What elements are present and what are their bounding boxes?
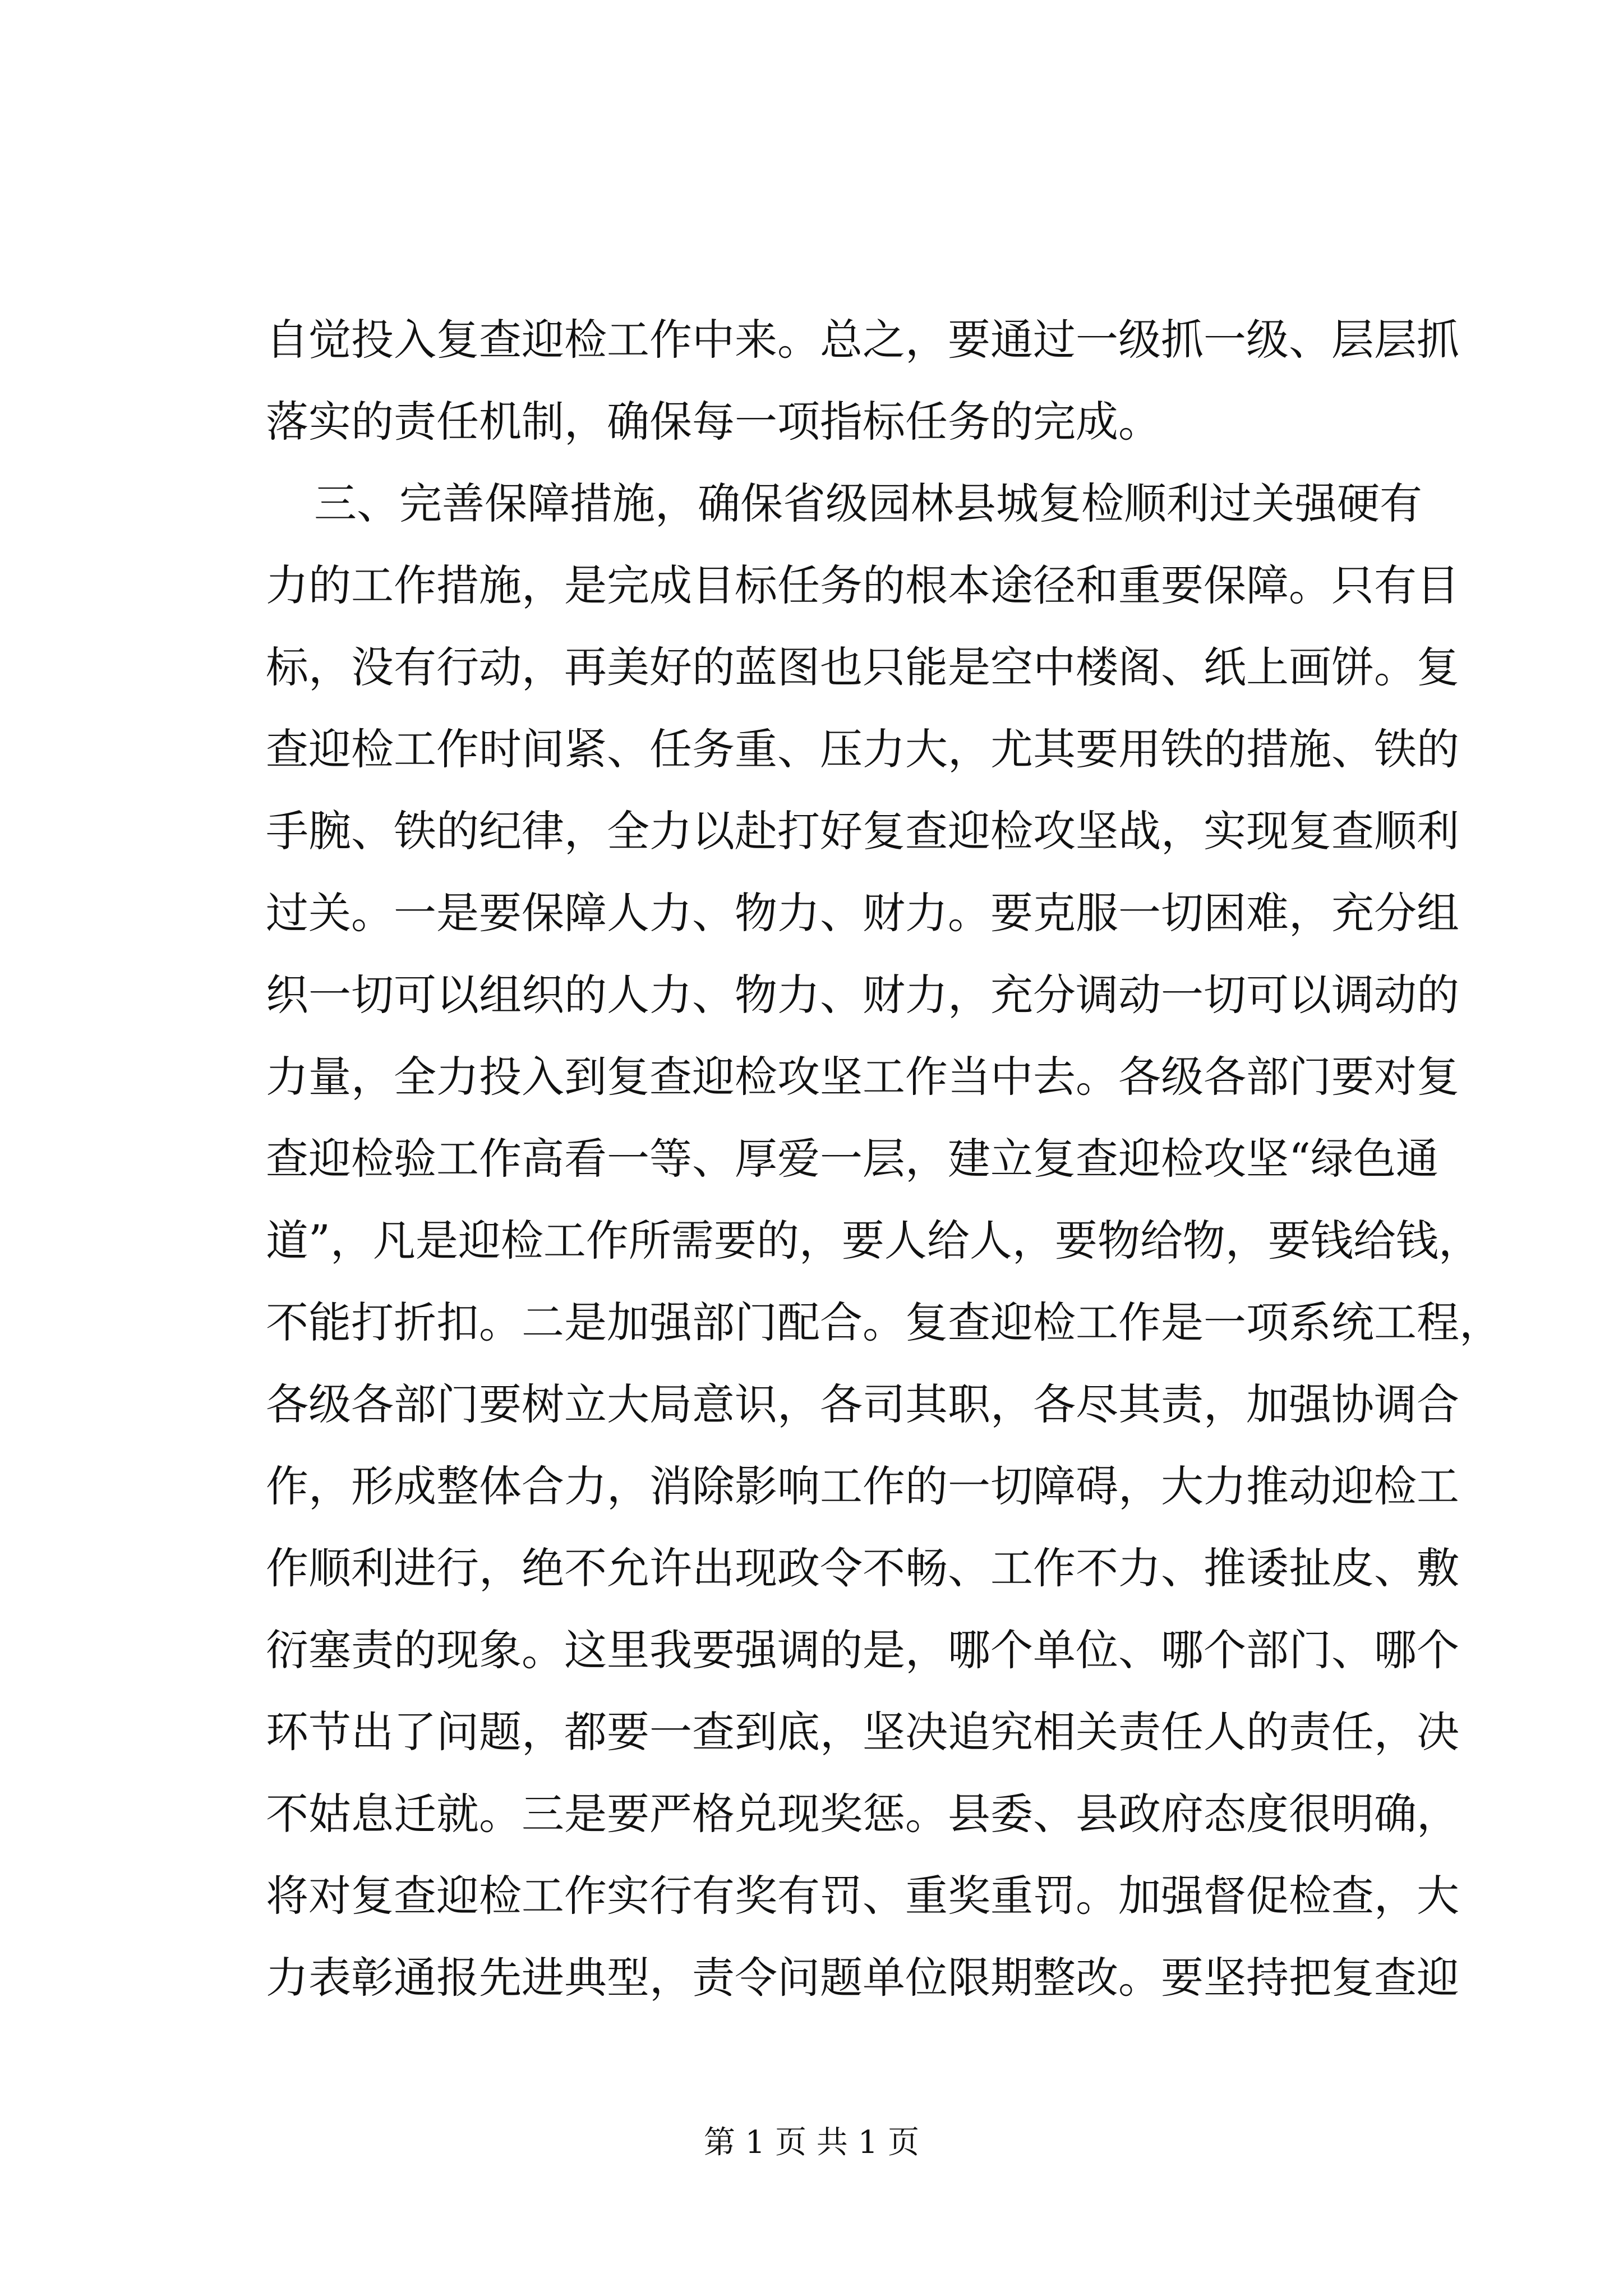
- text-line: 力的工作措施，是完成目标任务的根本途径和重要保障。只有目: [266, 560, 1459, 610]
- text-line: 力表彰通报先进典型，责令问题单位限期整改。要坚持把复查迎: [266, 1953, 1459, 2003]
- text-line: 衍塞责的现象。这里我要强调的是，哪个单位、哪个部门、哪个: [266, 1625, 1459, 1675]
- text-line: 手腕、铁的纪律，全力以赴打好复查迎检攻坚战，实现复查顺利: [266, 806, 1459, 856]
- text-line: 道”，凡是迎检工作所需要的，要人给人，要物给物，要钱给钱，: [266, 1216, 1481, 1266]
- text-line: 过关。一是要保障人力、物力、财力。要克服一切困难，充分组: [266, 888, 1459, 938]
- page-number-footer: 第 1 页 共 1 页: [703, 2124, 920, 2161]
- text-line: 落实的责任机制，确保每一项指标任务的完成。: [266, 397, 1161, 447]
- text-line: 标，没有行动，再美好的蓝图也只能是空中楼阁、纸上画饼。复: [266, 642, 1459, 692]
- text-line: 力量，全力投入到复查迎检攻坚工作当中去。各级各部门要对复: [266, 1052, 1459, 1102]
- text-line: 查迎检验工作高看一等、厚爱一层，建立复查迎检攻坚“绿色通: [266, 1134, 1438, 1184]
- text-line: 各级各部门要树立大局意识，各司其职，各尽其责，加强协调合: [266, 1379, 1459, 1429]
- text-line: 将对复查迎检工作实行有奖有罚、重奖重罚。加强督促检查，大: [266, 1871, 1459, 1921]
- text-line: 织一切可以组织的人力、物力、财力，充分调动一切可以调动的: [266, 970, 1459, 1020]
- text-line: 作，形成整体合力，消除影响工作的一切障碍，大力推动迎检工: [266, 1461, 1459, 1511]
- text-line: 环节出了问题，都要一查到底，坚决追究相关责任人的责任，决: [266, 1707, 1459, 1757]
- text-line: 不能打折扣。二是加强部门配合。复查迎检工作是一项系统工程，: [266, 1297, 1502, 1347]
- text-line: 自觉投入复查迎检工作中来。总之，要通过一级抓一级、层层抓: [266, 315, 1459, 365]
- text-line: 作顺利进行，绝不允许出现政令不畅、工作不力、推诿扯皮、敷: [266, 1543, 1459, 1593]
- text-line: 不姑息迁就。三是要严格兑现奖惩。县委、县政府态度很明确，: [266, 1789, 1459, 1839]
- text-line: 查迎检工作时间紧、任务重、压力大，尤其要用铁的措施、铁的: [266, 724, 1459, 774]
- paragraph-start-line: 三、完善保障措施，确保省级园林县城复检顺利过关强硬有: [314, 478, 1422, 528]
